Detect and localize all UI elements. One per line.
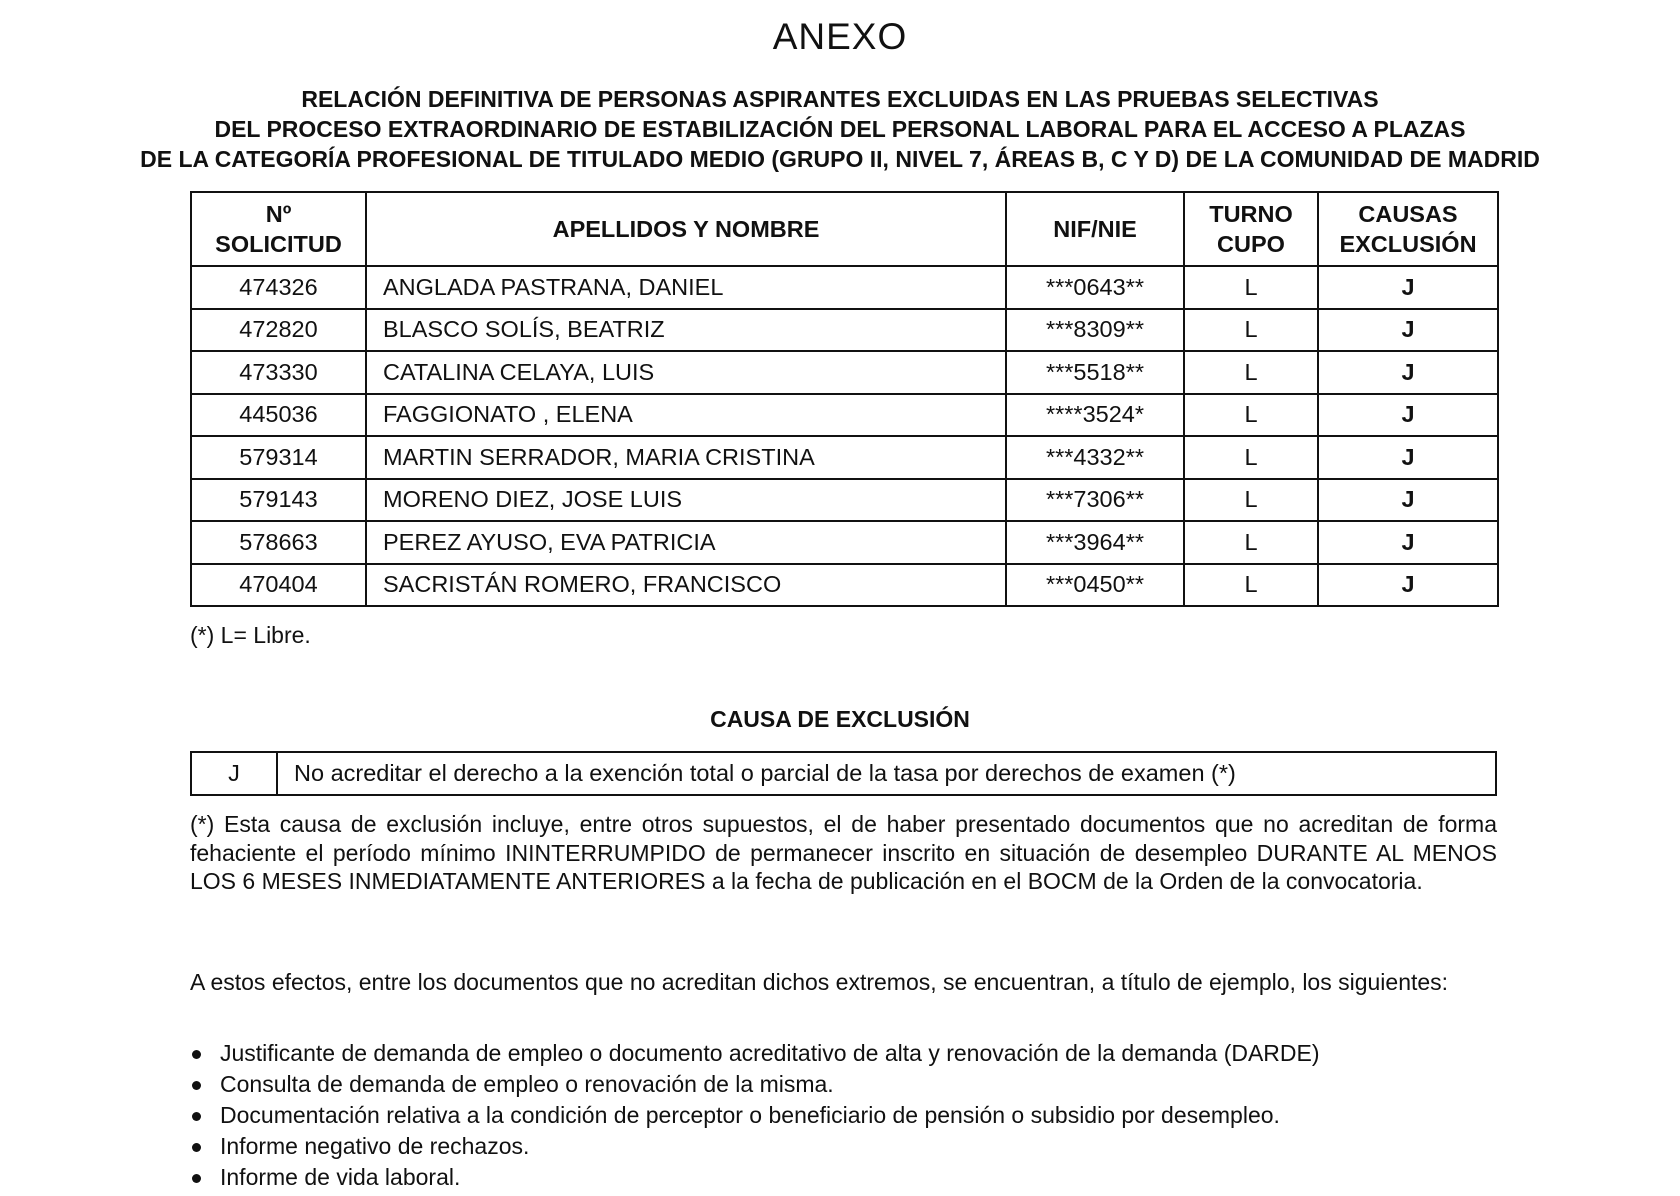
bullet-icon (192, 1174, 201, 1183)
cause-heading: CAUSA DE EXCLUSIÓN (710, 706, 970, 732)
cell-nombre: BLASCO SOLÍS, BEATRIZ (366, 309, 1006, 352)
table-footnote: (*) L= Libre. (190, 622, 311, 648)
cell-causa: J (1318, 351, 1498, 394)
cause-description: No acreditar el derecho a la exención total o parcial de la tasa por derechos de examen (*) (277, 752, 1496, 795)
table-row (191, 351, 1498, 394)
cell-turno: L (1184, 564, 1318, 607)
bullet-icon (192, 1112, 201, 1121)
table-row (191, 521, 1498, 564)
bullet-icon (192, 1081, 201, 1090)
cell-turno: L (1184, 436, 1318, 479)
cell-nombre: CATALINA CELAYA, LUIS (366, 351, 1006, 394)
cell-turno: L (1184, 266, 1318, 309)
cell-nombre: FAGGIONATO , ELENA (366, 394, 1006, 437)
table-row (191, 394, 1498, 437)
cell-solicitud: 445036 (191, 394, 366, 437)
cell-solicitud: 472820 (191, 309, 366, 352)
cell-nombre: MORENO DIEZ, JOSE LUIS (366, 479, 1006, 522)
cell-nif: ***7306** (1006, 479, 1184, 522)
cell-nif: ***0450** (1006, 564, 1184, 607)
header-turno: TURNO CUPO (1184, 192, 1318, 266)
heading-line: RELACIÓN DEFINITIVA DE PERSONAS ASPIRANTES EXCLUIDAS EN LAS PRUEBAS SELECTIVAS (301, 86, 1379, 112)
table-row (191, 564, 1498, 607)
cause-explanation-paragraph: (*) Esta causa de exclusión incluye, entre otros supuestos, el de haber presentado documentos que no acreditan de forma fehaciente el período mínimo ININTERRUMPIDO de permanecer inscrito en situación de desempleo DURANTE AL MENOS LOS 6 MESES INMEDIATAMENTE ANTERIORES a la fecha de publicación en el BOCM de la Orden de la convocatoria. (190, 811, 1497, 894)
bullet-icon (192, 1050, 201, 1059)
bullet-icon (192, 1143, 201, 1152)
cell-nif: ****3524* (1006, 394, 1184, 437)
cell-causa: J (1318, 309, 1498, 352)
cell-turno: L (1184, 521, 1318, 564)
cell-nombre: ANGLADA PASTRANA, DANIEL (366, 266, 1006, 309)
cell-nif: ***0643** (1006, 266, 1184, 309)
cause-code: J (191, 752, 277, 795)
document-heading (0, 84, 1680, 174)
list-item: Informe de vida laboral. (190, 1162, 1320, 1193)
table-row (191, 266, 1498, 309)
cell-solicitud: 579143 (191, 479, 366, 522)
cell-causa: J (1318, 266, 1498, 309)
cell-solicitud: 578663 (191, 521, 366, 564)
list-item: Informe negativo de rechazos. (190, 1131, 1320, 1162)
cell-nif: ***8309** (1006, 309, 1184, 352)
cell-nif: ***5518** (1006, 351, 1184, 394)
list-item: Consulta de demanda de empleo o renovación de la misma. (190, 1069, 1320, 1100)
header-solicitud: Nº SOLICITUD (191, 192, 366, 266)
cell-causa: J (1318, 479, 1498, 522)
page-title: ANEXO (772, 16, 908, 57)
examples-list (190, 1038, 1320, 1193)
cause-row (191, 752, 1496, 795)
cell-solicitud: 474326 (191, 266, 366, 309)
cell-causa: J (1318, 521, 1498, 564)
list-item: Documentación relativa a la condición de perceptor o beneficiario de pensión o subsidio por desempleo. (190, 1100, 1320, 1131)
header-nombre: APELLIDOS Y NOMBRE (366, 192, 1006, 266)
cell-nombre: PEREZ AYUSO, EVA PATRICIA (366, 521, 1006, 564)
cell-solicitud: 473330 (191, 351, 366, 394)
table-row (191, 309, 1498, 352)
cell-solicitud: 470404 (191, 564, 366, 607)
heading-line: DE LA CATEGORÍA PROFESIONAL DE TITULADO MEDIO (GRUPO II, NIVEL 7, ÁREAS B, C Y D) DE LA COMUNIDAD DE MADRID (140, 146, 1540, 172)
cell-nombre: MARTIN SERRADOR, MARIA CRISTINA (366, 436, 1006, 479)
excluded-applicants-table (190, 191, 1499, 607)
cell-causa: J (1318, 436, 1498, 479)
cell-turno: L (1184, 394, 1318, 437)
table-row (191, 436, 1498, 479)
list-item: Justificante de demanda de empleo o documento acreditativo de alta y renovación de la demanda (DARDE) (190, 1038, 1320, 1069)
cell-solicitud: 579314 (191, 436, 366, 479)
cell-nif: ***3964** (1006, 521, 1184, 564)
table-row (191, 479, 1498, 522)
cell-turno: L (1184, 351, 1318, 394)
cell-turno: L (1184, 309, 1318, 352)
cell-causa: J (1318, 564, 1498, 607)
heading-line: DEL PROCESO EXTRAORDINARIO DE ESTABILIZACIÓN DEL PERSONAL LABORAL PARA EL ACCESO A PLAZAS (214, 116, 1466, 142)
cell-nif: ***4332** (1006, 436, 1184, 479)
table-header-row (191, 192, 1498, 266)
cell-causa: J (1318, 394, 1498, 437)
exclusion-cause-table (190, 751, 1497, 796)
cell-turno: L (1184, 479, 1318, 522)
header-causas: CAUSAS EXCLUSIÓN (1318, 192, 1498, 266)
header-nif: NIF/NIE (1006, 192, 1184, 266)
examples-intro-paragraph: A estos efectos, entre los documentos que no acreditan dichos extremos, se encuentran, a título de ejemplo, los siguientes: (190, 969, 1449, 995)
cell-nombre: SACRISTÁN ROMERO, FRANCISCO (366, 564, 1006, 607)
